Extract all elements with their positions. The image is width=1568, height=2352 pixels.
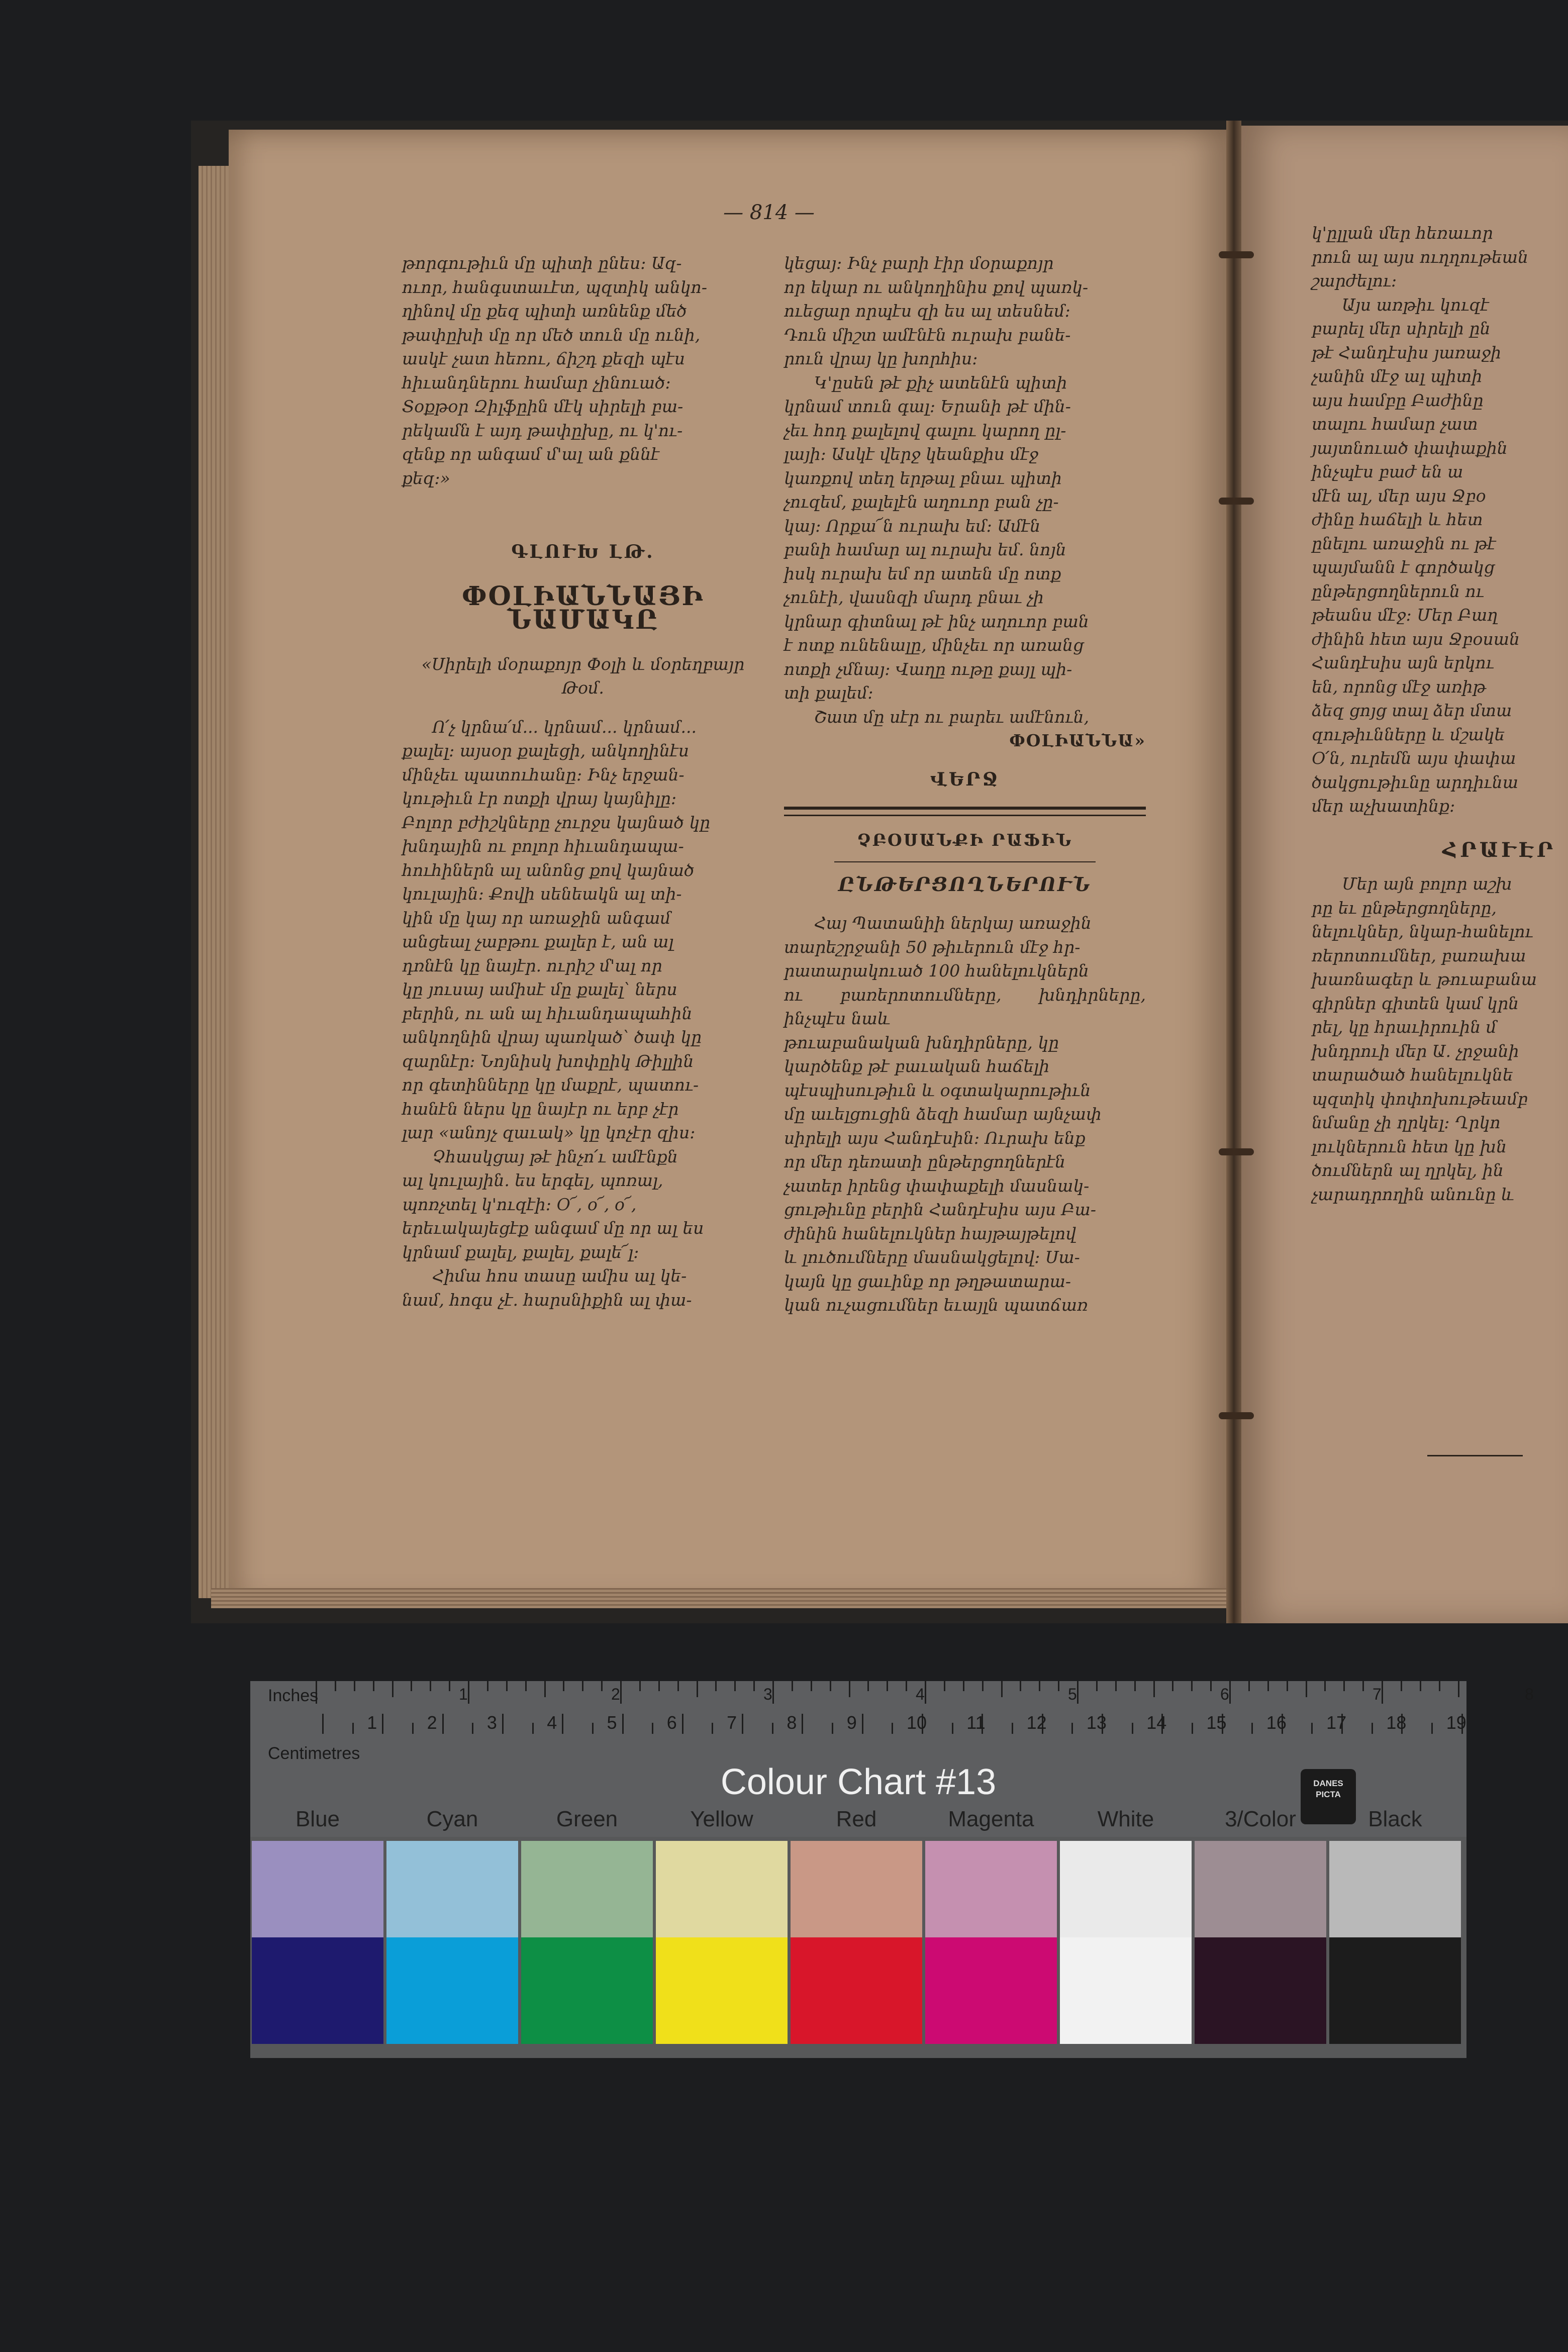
ruler-tick bbox=[1439, 1681, 1440, 1691]
text-line: պզտիկ փոփոխութեամբ bbox=[1312, 1089, 1528, 1109]
cm-number: 2 bbox=[427, 1712, 437, 1733]
ruler-tick bbox=[472, 1723, 473, 1734]
ruler-tick bbox=[544, 1681, 546, 1697]
colour-patch-light bbox=[386, 1841, 518, 1937]
cm-number: 4 bbox=[547, 1712, 557, 1733]
ruler-tick bbox=[563, 1681, 564, 1691]
ruler-tick bbox=[1210, 1681, 1212, 1691]
ruler-tick bbox=[1153, 1681, 1155, 1697]
ruler-tick bbox=[658, 1681, 660, 1691]
cm-number: 7 bbox=[727, 1712, 737, 1733]
text-line: տարեշրջանի 50 թիւերուն մէջ հր- bbox=[784, 937, 1081, 957]
colour-patch-light bbox=[656, 1841, 788, 1937]
text-line: երեւակայեցէք անգամ մը որ ալ ես bbox=[402, 1218, 704, 1238]
ruler-tick bbox=[1458, 1681, 1459, 1697]
ruler-tick bbox=[335, 1681, 336, 1691]
text-line: մէն ալ, մեր այս Ջբօ bbox=[1312, 485, 1486, 506]
ruler-tick bbox=[1039, 1681, 1040, 1691]
ruler-tick bbox=[734, 1681, 736, 1691]
colour-patch-dark bbox=[386, 1937, 518, 2044]
ruler-tick bbox=[963, 1681, 964, 1691]
text-line: գիրներ գիտեն կամ կրն bbox=[1312, 993, 1519, 1013]
chapter-label: ԳԼՈՒԽ ԼԹ. bbox=[511, 541, 655, 562]
ruler-tick bbox=[562, 1714, 563, 1734]
ruler-tick bbox=[412, 1723, 414, 1734]
text-line: կութիւն էր ոտքի վրայ կայնիլը։ bbox=[402, 789, 677, 808]
ruler-tick bbox=[442, 1714, 444, 1734]
ruler-tick bbox=[792, 1681, 793, 1691]
cm-number: 13 bbox=[1086, 1712, 1107, 1733]
inch-number: 8 bbox=[1525, 1685, 1534, 1703]
ruler-tick bbox=[1343, 1681, 1345, 1691]
text-line: կան ուչացումներ եւայլն պատճառ bbox=[784, 1295, 1088, 1315]
text-line: տալու համար չատ bbox=[1312, 414, 1478, 434]
ruler-tick bbox=[411, 1681, 412, 1691]
text-line: ժինին հանելուկներ հայթայթելով bbox=[784, 1223, 1076, 1243]
cm-number: 3 bbox=[486, 1712, 497, 1733]
ruler-tick bbox=[697, 1681, 698, 1697]
text-line: լար «անոյչ զաւակ» կը կոչէր զիս։ bbox=[402, 1123, 696, 1142]
letter-closing: Շատ մը սէր ու բարեւ ամէնուն, bbox=[814, 707, 1090, 727]
text-line: թափըխի մը որ մեծ տուն մը ունի, bbox=[402, 325, 701, 345]
ruler-tick bbox=[1311, 1723, 1313, 1734]
text-line: տարածած հանելուկնե bbox=[1312, 1065, 1513, 1085]
ruler-tick bbox=[373, 1681, 374, 1691]
ruler-tick bbox=[1401, 1681, 1402, 1691]
binding-stitch bbox=[1219, 1148, 1254, 1155]
page-bottom-edge bbox=[211, 1588, 1231, 1608]
ruler-tick bbox=[849, 1681, 850, 1697]
ruler-tick bbox=[772, 1723, 773, 1734]
text-line: ռերոտումներ, բառախա bbox=[1312, 945, 1526, 965]
colour-patch-dark bbox=[925, 1937, 1057, 2044]
text-line: Դուն միշտ ամէնէն ուրախ բանե- bbox=[784, 325, 1071, 345]
text-line: շարժելու։ bbox=[1312, 271, 1397, 290]
letter-text-right bbox=[784, 251, 1146, 705]
text-line: զարնէր։ Նոյնիսկ խոփըիկ Թիլլին bbox=[402, 1051, 694, 1071]
text-line: Չհասկցայ թէ ինչո՛ւ ամէնքն bbox=[432, 1146, 678, 1166]
inches-label: Inches bbox=[268, 1686, 319, 1705]
text-line: յայտնուած փափաքին bbox=[1312, 438, 1508, 458]
section-heading: ԸՆԹԵՐՑՈՂՆԵՐՈՒՆ bbox=[838, 872, 1092, 896]
cm-number: 11 bbox=[966, 1712, 986, 1733]
ruler-tick bbox=[506, 1681, 508, 1691]
text-line: դռնէն կը նայէր. ուրիշ մ'ալ որ bbox=[402, 955, 662, 975]
cm-number: 1 bbox=[367, 1712, 377, 1733]
ruler-tick bbox=[1001, 1681, 1003, 1697]
text-line: չեւ հոդ քալելով գալու կարող ըլ- bbox=[784, 420, 1066, 440]
patch-label-yellow: Yellow bbox=[690, 1807, 753, 1831]
ruler-tick bbox=[682, 1714, 683, 1734]
letter-text-left bbox=[402, 715, 764, 1312]
ruler-tick bbox=[1324, 1681, 1326, 1691]
text-line: րուն ալ այս ուղղութեան bbox=[1312, 247, 1528, 267]
patch-label-black: Black bbox=[1368, 1807, 1422, 1831]
left-column-text bbox=[402, 251, 764, 490]
colour-patch-dark bbox=[1060, 1937, 1192, 2044]
inch-number: 4 bbox=[916, 1685, 925, 1703]
ruler-tick bbox=[1420, 1681, 1421, 1691]
ruler-tick bbox=[468, 1681, 469, 1704]
text-line: ծակցութիւնը արդիւնա bbox=[1312, 772, 1519, 792]
binding-stitch bbox=[1219, 498, 1254, 505]
text-line: զութիւնները և մշակե bbox=[1312, 724, 1505, 744]
ruler-tick bbox=[982, 1681, 984, 1691]
text-line: ընթերցողներուն ու bbox=[1312, 581, 1484, 601]
ruler-tick bbox=[354, 1681, 355, 1691]
text-line: կրնամ տուն գալ։ Երանի թէ մին- bbox=[784, 397, 1071, 416]
inch-number: 6 bbox=[1220, 1685, 1229, 1703]
colour-patch-dark bbox=[252, 1937, 383, 2044]
inch-number: 7 bbox=[1373, 1685, 1382, 1703]
colour-patch-light bbox=[1060, 1841, 1192, 1937]
text-line: ու բառերոտումները, խնդիրները, ինչպէս նաև bbox=[784, 985, 1146, 1028]
centimetres-label: Centimetres bbox=[268, 1744, 360, 1763]
ruler-tick bbox=[1020, 1681, 1021, 1691]
ruler-tick bbox=[1306, 1681, 1307, 1697]
patch-label-green: Green bbox=[556, 1807, 618, 1831]
patch-label-blue: Blue bbox=[295, 1807, 340, 1831]
text-line: ժինին հետ այս Ջբօսան bbox=[1312, 629, 1520, 649]
ruler-tick bbox=[382, 1714, 383, 1734]
text-line: ինչպէս բաժ են ա bbox=[1312, 462, 1463, 481]
text-line: կեցայ։ Ինչ բարի էիր մօրաքոյր bbox=[784, 253, 1054, 273]
binding-stitch bbox=[1219, 1412, 1254, 1419]
colour-patch-dark bbox=[791, 1937, 922, 2044]
cm-number: 6 bbox=[666, 1712, 677, 1733]
ruler-tick bbox=[832, 1723, 833, 1734]
ruler-tick bbox=[1362, 1681, 1364, 1691]
ruler-tick bbox=[1012, 1723, 1013, 1734]
danes-picta-logo: DANES PICTA bbox=[1301, 1769, 1356, 1824]
text-line: խնդրուի մեր Ա. չրջանի bbox=[1312, 1041, 1519, 1061]
ruler-tick bbox=[742, 1714, 743, 1734]
ruler-tick bbox=[1132, 1723, 1133, 1734]
ruler-tick bbox=[1431, 1723, 1433, 1734]
ruler-tick bbox=[1248, 1681, 1250, 1691]
text-line: կը յուսայ ամիսէ մը քալել՝ ներս bbox=[402, 979, 677, 999]
end-label: ՎԵՐՋ bbox=[930, 768, 1000, 790]
ruler-tick bbox=[502, 1714, 504, 1734]
colour-patch-dark bbox=[1329, 1937, 1461, 2044]
right-page-text bbox=[1312, 872, 1568, 1206]
ruler-tick bbox=[906, 1681, 907, 1691]
patch-label-3color: 3/Color bbox=[1225, 1807, 1296, 1831]
ruler-tick bbox=[887, 1681, 888, 1691]
text-line: խառնագեր և թուաբանա bbox=[1312, 969, 1537, 989]
text-line: թորգութիւն մը պիտի ընես։ Ազ- bbox=[402, 253, 682, 273]
colour-patch-light bbox=[791, 1841, 922, 1937]
text-line: անկողնին վրայ պառկած՝ ծափ կը bbox=[402, 1027, 702, 1047]
divider-rule bbox=[784, 807, 1146, 810]
text-line: որ եկար ու անկողինիս քով պառկ- bbox=[784, 277, 1089, 297]
ruler-tick bbox=[1077, 1681, 1079, 1704]
text-line: ընելու առաջին ու թէ bbox=[1312, 533, 1496, 553]
ruler-tick bbox=[449, 1681, 450, 1691]
ruler-tick bbox=[925, 1681, 926, 1704]
text-line: թէ Հանդէսիս յառաջի bbox=[1312, 342, 1502, 362]
ruler-tick bbox=[1371, 1723, 1373, 1734]
patch-label-red: Red bbox=[836, 1807, 877, 1831]
text-line: կառքով տեղ երթալ բնաւ պիտի bbox=[784, 468, 1062, 488]
text-line: նմանը չի ղրկել։ Ղրկո bbox=[1312, 1113, 1501, 1132]
colour-patch-light bbox=[252, 1841, 383, 1937]
ruler-tick bbox=[892, 1723, 893, 1734]
text-line: կ'ըլլան մեր հեռաւոր bbox=[1312, 223, 1493, 243]
cm-number: 8 bbox=[787, 1712, 797, 1733]
text-line: թուաբանական խնդիրները, կը bbox=[784, 1032, 1059, 1052]
text-line: Այս առթիւ կուզէ bbox=[1342, 295, 1489, 315]
inch-number: 2 bbox=[611, 1685, 620, 1703]
ruler-tick bbox=[620, 1681, 622, 1704]
text-line: այս համբը Բաժինը bbox=[1312, 390, 1484, 410]
cm-number: 5 bbox=[607, 1712, 617, 1733]
ruler-tick bbox=[802, 1714, 803, 1734]
ruler-tick bbox=[1172, 1681, 1173, 1691]
text-line: Հիմա հոս տասը ամիս ալ կե- bbox=[432, 1266, 687, 1286]
ruler-tick bbox=[867, 1681, 869, 1691]
text-line: մը աւելցուցին ձեզի համար այնչափ bbox=[784, 1104, 1102, 1124]
page-number: — 814 — bbox=[723, 201, 815, 224]
ruler-tick bbox=[772, 1681, 774, 1704]
ruler-tick bbox=[1071, 1723, 1073, 1734]
inch-number: 1 bbox=[459, 1685, 468, 1703]
ruler-tick bbox=[1287, 1681, 1288, 1691]
text-line: կայ։ Որքա՜ն ուրախ եմ։ Ամէն bbox=[784, 516, 1041, 536]
ruler-tick bbox=[677, 1681, 679, 1691]
colour-patch-dark bbox=[521, 1937, 653, 2044]
text-line: հիւանդներու համար չինուած։ bbox=[402, 372, 671, 393]
cm-number: 16 bbox=[1266, 1712, 1287, 1733]
text-line: պէսպիսութիւն և օգտակարութիւն bbox=[784, 1080, 1091, 1100]
colour-chart bbox=[250, 1681, 1534, 2058]
text-line: նամ, հոգս չէ. հարսնիքին ալ փա- bbox=[402, 1290, 692, 1310]
text-line: չատեր իրենց փափաքելի մասնակ- bbox=[784, 1175, 1090, 1196]
text-line: անցեալ չաբթու քալեր է, ան ալ bbox=[402, 932, 674, 951]
ruler-tick bbox=[487, 1681, 488, 1691]
text-line: ուոր, հանգստաւէտ, պզտիկ անկո- bbox=[402, 277, 708, 297]
ruler-tick bbox=[1058, 1681, 1059, 1691]
ruler-tick bbox=[1192, 1723, 1193, 1734]
ruler-tick bbox=[753, 1681, 755, 1691]
ruler-tick bbox=[652, 1723, 653, 1734]
text-line: բարել մեր սիրելի ըն bbox=[1312, 319, 1491, 338]
ruler-tick bbox=[592, 1723, 594, 1734]
ruler-tick bbox=[601, 1681, 603, 1691]
text-line: հանէն ներս կը նայէր ու երբ չէր bbox=[402, 1099, 679, 1119]
text-line: կայն կը ցաւինք որ թղթատարա- bbox=[784, 1271, 1071, 1291]
patch-label-magenta: Magenta bbox=[948, 1807, 1034, 1831]
ruler-tick bbox=[1229, 1681, 1231, 1704]
text-line: Ո՛չ կրնա՛մ... կրնամ... կրնամ... bbox=[432, 717, 697, 737]
text-line: Օ՛ն, ուրեմն այս փափա bbox=[1312, 748, 1516, 768]
left-column bbox=[402, 251, 764, 1312]
text-line: ձեզ ցոյց տալ ձեր մտա bbox=[1312, 701, 1512, 720]
ruler-tick bbox=[392, 1681, 394, 1697]
text-line: է ոտք ունենալը, մինչեւ որ առանց bbox=[784, 635, 1084, 655]
text-line: րը եւ ընթերցողները, bbox=[1312, 898, 1497, 918]
text-line: քալել։ այսօր քալեցի, անկողինէս bbox=[402, 741, 690, 760]
text-line: պոռչտել կ'ուզէի։ Օ՜, օ՜, օ՜, bbox=[402, 1194, 637, 1214]
colour-patch-light bbox=[521, 1841, 653, 1937]
text-line: րուն վրայ կը խորհիս։ bbox=[784, 349, 978, 368]
ruler-tick bbox=[322, 1714, 324, 1734]
text-line: լուկներուն հետ կը խն bbox=[1312, 1136, 1507, 1156]
text-line: րատարակուած 100 հանելուկներն bbox=[784, 961, 1089, 981]
cm-number: 14 bbox=[1146, 1712, 1167, 1733]
text-line: Բոլոր բժիշկները չուրջս կայնած կը bbox=[402, 812, 711, 832]
text-line: Տօքթօր Զիլֆըին մէկ սիրելի բա- bbox=[402, 397, 683, 416]
text-line: չարադրողին անունը և bbox=[1312, 1184, 1515, 1204]
text-line: ծումներն ալ ղրկել, ին bbox=[1312, 1160, 1504, 1180]
patch-label-cyan: Cyan bbox=[426, 1807, 478, 1831]
text-line: կրնար գիտնալ թէ ինչ աղուոր բան bbox=[784, 611, 1089, 631]
text-line: մինչեւ պատուհանը։ Ինչ երջան- bbox=[402, 764, 684, 785]
right-page-heading: ՀՐԱՒԷՐ bbox=[1442, 838, 1556, 862]
text-line: լայի։ Ասկէ վերջ կեանքիս մէջ bbox=[784, 444, 1039, 464]
ruler-tick bbox=[525, 1681, 527, 1691]
text-line: խնդային ու բոլոր հիւանդապա- bbox=[402, 836, 684, 856]
binding-stitch bbox=[1219, 251, 1254, 258]
text-line: կուլային։ Քովի սենեակն ալ տի- bbox=[402, 884, 682, 904]
text-line: Կ'ըսեն թէ քիչ ատենէն պիտի bbox=[814, 372, 1067, 393]
text-line: պայմանն է գործակց bbox=[1312, 557, 1495, 577]
ruler-tick bbox=[1096, 1681, 1098, 1691]
cm-number: 19 bbox=[1446, 1712, 1466, 1733]
ruler-tick bbox=[532, 1723, 534, 1734]
ruler-tick bbox=[1251, 1723, 1253, 1734]
ruler-tick bbox=[830, 1681, 831, 1691]
colour-patch-light bbox=[1195, 1841, 1326, 1937]
colour-patch-light bbox=[1329, 1841, 1461, 1937]
text-line: նելուկներ, նկար-հանելու bbox=[1312, 922, 1533, 941]
text-line: չանին մէջ ալ պիտի bbox=[1312, 366, 1483, 386]
letter-greeting: «Սիրելի մօրաքոյր Փօլի և մօրեղբայր Թօմ. bbox=[421, 654, 745, 698]
text-line: ղինով մը քեզ պիտի առնենք մեծ bbox=[402, 301, 687, 321]
text-line: րել, կը հրաւիրուին մ bbox=[1312, 1017, 1497, 1037]
text-line: տի քալեմ։ bbox=[784, 683, 873, 703]
ruler-tick bbox=[944, 1681, 945, 1691]
ruler-tick bbox=[715, 1681, 717, 1691]
cm-number: 12 bbox=[1026, 1712, 1047, 1733]
text-line: րեկամն է այդ թափըխը, ու կ'ու- bbox=[402, 420, 683, 440]
cm-number: 17 bbox=[1326, 1712, 1347, 1733]
text-line: մեր աչխատինք։ bbox=[1312, 796, 1455, 816]
ruler-tick bbox=[1115, 1681, 1117, 1691]
text-line: ոտքի չմնայ։ Վաղը ութը քայլ պի- bbox=[784, 659, 1072, 679]
ornament-rule bbox=[1427, 1455, 1523, 1456]
text-line: կին մը կայ որ առաջին անգամ bbox=[402, 908, 671, 928]
text-line: և լուծումները մասնակցելով։ Սա- bbox=[784, 1247, 1080, 1267]
text-line: որ գետինները կը մաքրէ, պատու- bbox=[402, 1075, 699, 1095]
text-line: ալ կուլային. ես երգել, պոռալ, bbox=[402, 1170, 663, 1190]
letter-signature: ՓՕԼԻԱՆՆԱ» bbox=[1009, 731, 1146, 750]
text-line: որ մեր դեռատի ընթերցողներէն bbox=[784, 1152, 1066, 1171]
inch-number: 3 bbox=[763, 1685, 772, 1703]
text-line: ցութիւնը բերին Հանդէսիս այս Բա- bbox=[784, 1200, 1096, 1219]
text-line: Հայ Պատանիի ներկայ առաջին bbox=[814, 913, 1092, 933]
text-line: բանի համար ալ ուրախ եմ. նոյն bbox=[784, 540, 1066, 559]
text-line: ասկէ չատ հեռու, ճիշդ քեզի պէս bbox=[402, 349, 685, 368]
text-line: թեանս մէջ։ Մեր Բաղ bbox=[1312, 605, 1498, 625]
ruler-tick bbox=[1134, 1681, 1136, 1691]
text-line: են, որոնց մէջ առիթ bbox=[1312, 676, 1486, 697]
text-line: ժինը հաճելի և հետ bbox=[1312, 510, 1483, 529]
divider-rule bbox=[784, 815, 1146, 816]
middle-column bbox=[784, 251, 1146, 1317]
cm-number: 15 bbox=[1206, 1712, 1227, 1733]
ruler-tick bbox=[862, 1714, 863, 1734]
chart-title: Colour Chart #13 bbox=[720, 1762, 997, 1802]
ruler-tick bbox=[811, 1681, 812, 1691]
ruler-tick bbox=[622, 1714, 624, 1734]
right-page-text bbox=[1312, 221, 1568, 818]
colour-patch-dark bbox=[656, 1937, 788, 2044]
text-line: հուհիներն ալ անոնց քով կայնած bbox=[402, 860, 695, 880]
text-line: չուզեմ, քալելէն աղուոր բան չը- bbox=[784, 492, 1059, 512]
ruler-tick bbox=[582, 1681, 583, 1691]
ruler-tick bbox=[1191, 1681, 1193, 1691]
cm-number: 10 bbox=[907, 1712, 927, 1733]
text-line: իսկ ուրախ եմ որ ատեն մը ոտք bbox=[784, 563, 1061, 583]
divider-rule bbox=[834, 861, 1096, 862]
ruler-tick bbox=[952, 1723, 953, 1734]
ruler-tick bbox=[639, 1681, 641, 1691]
right-page-column bbox=[1312, 221, 1568, 1206]
inch-number: 5 bbox=[1068, 1685, 1077, 1703]
text-line: քեզ։» bbox=[402, 468, 450, 488]
text-line: Հանդէսիս այն երկու bbox=[1312, 653, 1494, 672]
ruler-tick bbox=[352, 1723, 354, 1734]
chapter-title: ՓՕԼԻԱՆՆԱՅԻ ՆԱՄԱԿԸ bbox=[461, 580, 705, 635]
ruler-tick bbox=[712, 1723, 713, 1734]
cm-number: 9 bbox=[846, 1712, 857, 1733]
section-text bbox=[784, 911, 1146, 1317]
text-line: կրնամ քալել, քալել, քալե՜լ։ bbox=[402, 1242, 639, 1262]
colour-patch-dark bbox=[1195, 1937, 1326, 2044]
text-line: Մեր այն բոլոր աշխ bbox=[1342, 874, 1512, 894]
text-line: զենք որ անգամ մ'ալ ան քննէ bbox=[402, 444, 660, 464]
ruler-tick bbox=[1267, 1681, 1269, 1691]
text-line: չունէի, վասնզի մարդ բնաւ չի bbox=[784, 587, 1044, 607]
text-line: ուեցար որպէս զի ես ալ տեսնեմ։ bbox=[784, 301, 1070, 321]
text-line: բերին, ու ան ալ հիւանդապահին bbox=[402, 1003, 693, 1023]
ruler-tick bbox=[1382, 1681, 1383, 1704]
section-title: ՉԲՕՍԱՆՔԻ ՐԱՖԻՆ bbox=[857, 830, 1073, 850]
colour-patch-light bbox=[925, 1841, 1057, 1937]
cm-number: 18 bbox=[1386, 1712, 1407, 1733]
book-gutter bbox=[1226, 121, 1241, 1623]
text-line: սիրելի այս Հանդէսին։ Ուրախ ենք bbox=[784, 1128, 1086, 1148]
ruler-tick bbox=[430, 1681, 431, 1691]
text-line: կարծենք թէ բաւական հաճելի bbox=[784, 1056, 1050, 1076]
patch-label-white: White bbox=[1097, 1807, 1154, 1831]
